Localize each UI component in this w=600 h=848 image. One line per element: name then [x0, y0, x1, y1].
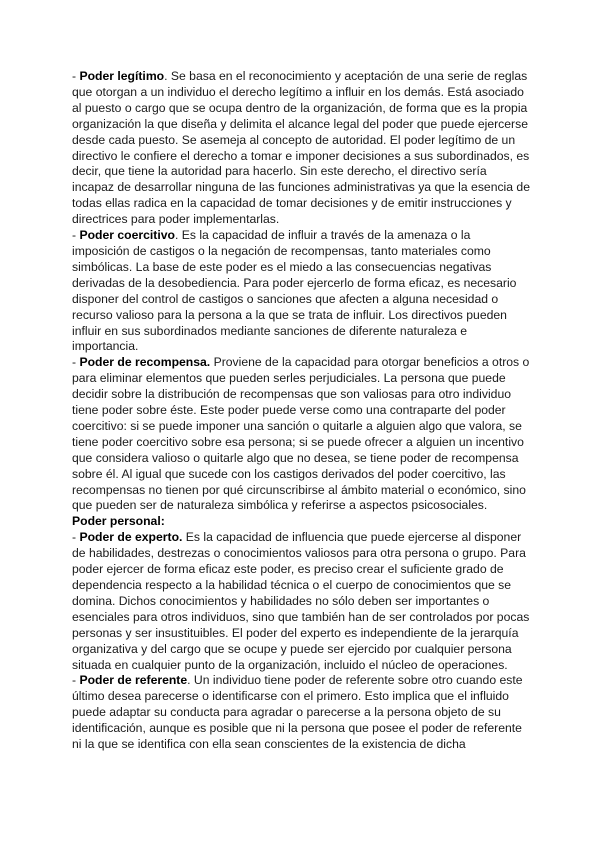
- text-line: imposición de castigos o la negación de recompensas, tanto materiales como: [72, 243, 491, 258]
- term-poder-recompensa: Poder de recompensa.: [79, 355, 211, 370]
- text-line: [72, 228, 542, 244]
- text-line: de habilidades, destrezas o conocimientos valiosos para otra persona o grupo. Para: [72, 546, 526, 561]
- text-line: . Se basa en el reconocimiento y aceptación de una serie de reglas: [164, 69, 528, 83]
- bullet-dash: -: [72, 69, 80, 83]
- text-line: domina. Dichos conocimientos y habilidades no sólo deben ser importantes o: [72, 593, 490, 608]
- text-line: para eliminar elementos que pueden serles perjudiciales. La persona que puede: [72, 371, 506, 386]
- paragraph-poder-legitimo: [72, 69, 542, 228]
- document-body: [72, 69, 542, 753]
- term-poder-legitimo: Poder legítimo: [79, 69, 165, 83]
- text-line: derivadas de la desobediencia. Para poder ejercerlo de forma eficaz, es necesario: [72, 275, 517, 290]
- text-line: desde cada puesto. Se asemeja al concepto de autoridad. El poder legítimo de un: [72, 132, 516, 147]
- text-line: directrices para poder implementarlas.: [72, 212, 280, 227]
- bullet-dash: -: [72, 673, 80, 688]
- text-line: dependencia respecto a la habilidad técnica o el cuerpo de conocimientos que se: [72, 578, 512, 592]
- text-line: todas ellas radica en la capacidad de tomar decisiones y de emitir instrucciones y: [72, 196, 512, 211]
- text-line: incapaz de desarrollar ninguna de las funciones administrativas ya que la esencia de: [72, 180, 530, 195]
- bullet-dash: -: [72, 530, 80, 545]
- text-line: [72, 530, 542, 546]
- text-line: decir, que tiene la autoridad para hacerlo. Sin este derecho, el directivo sería: [72, 164, 487, 179]
- text-line: situada en cualquier punto de la organización, incluido el núcleo de operaciones.: [72, 657, 508, 672]
- text-line: simbólicas. La base de este poder es el miedo a las consecuencias negativas: [72, 259, 492, 274]
- text-line: . Un individuo tiene poder de referente sobre otro cuando este: [187, 673, 523, 688]
- text-line: poder ejercer de forma eficaz este poder, es preciso crear el suficiente grado de: [72, 562, 504, 577]
- paragraph-poder-referente: [72, 673, 542, 753]
- text-line: tiene poder coercitivo sobre esa persona; si se puede ofrecer a alguien un incentivo: [72, 434, 524, 449]
- paragraph-poder-recompensa: [72, 355, 542, 514]
- text-line: sobre él. Al igual que sucede con los castigos derivados del poder coercitivo, las: [72, 466, 506, 481]
- paragraph-poder-experto: [72, 530, 542, 673]
- text-line: esenciales para otros individuos, sino que también han de ser controlados por pocas: [72, 609, 530, 624]
- text-line: [72, 673, 542, 689]
- text-line: decidir sobre la distribución de recompensas que son valiosas para otro individuo: [72, 387, 511, 402]
- text-line: recurso valioso para la persona a la que se trata de influir. Los directivos pueden: [72, 307, 507, 322]
- heading-text: Poder personal:: [72, 514, 165, 529]
- text-line: que otorgan a un individuo el derecho legítimo a influir en los demás. Está asociado: [72, 84, 524, 99]
- text-line: que considera valioso o quitarle algo que no desea, se tiene poder de recompensa: [72, 450, 519, 465]
- term-poder-referente: Poder de referente: [79, 673, 188, 688]
- text-line: [72, 355, 542, 371]
- text-line: directivo le confiere el derecho a tomar e imponer decisiones a sus subordinados, es: [72, 148, 530, 163]
- paragraph-poder-coercitivo: [72, 228, 542, 355]
- text-line: que pueden ser de naturaleza simbólica y referirse a aspectos psicosociales.: [72, 498, 488, 513]
- text-line: Es la capacidad de influencia que puede ejercerse al disponer: [182, 530, 522, 545]
- text-line: identificación, aunque es posible que ni la persona que posee el poder de referente: [72, 721, 522, 736]
- text-line: . Es la capacidad de influir a través de la amenaza o la: [174, 228, 471, 243]
- text-line: puede adaptar su conducta para agradar o parecerse a la persona objeto de su: [72, 705, 501, 720]
- section-heading-poder-personal: [72, 514, 542, 530]
- text-line: influir en sus subordinados mediante sanciones de diferente naturaleza e: [72, 323, 467, 338]
- text-line: disponer del control de castigos o sanciones que afecten a alguna necesidad o: [72, 291, 499, 306]
- text-line: coercitivo: si se puede imponer una sanción o quitarle a alguien algo que valora, se: [72, 418, 522, 433]
- text-line: [72, 69, 542, 85]
- text-line: ni la que se identifica con ella sean conscientes de la existencia de dicha: [72, 737, 466, 752]
- term-poder-coercitivo: Poder coercitivo: [79, 228, 175, 243]
- bullet-dash: -: [72, 355, 80, 370]
- text-line: último desea parecerse o identificarse con el primero. Esto implica que el influido: [72, 689, 509, 704]
- text-line: Proviene de la capacidad para otorgar beneficios a otros o: [210, 355, 530, 370]
- text-line: al puesto o cargo que se ocupa dentro de la organización, de forma que es la propia: [72, 100, 528, 115]
- text-line: recompensas no tienen por qué circunscribirse al ámbito material o económico, sino: [72, 482, 526, 497]
- term-poder-experto: Poder de experto.: [79, 530, 183, 545]
- text-line: organizativa y del cargo que se ocupe y puede ser ejercido por cualquier persona: [72, 641, 512, 656]
- text-line: personas y ser insustituibles. El poder del experto es independiente de la jerarquía: [72, 625, 519, 640]
- text-line: tiene poder sobre éste. Este poder puede verse como una contraparte del poder: [72, 403, 506, 418]
- text-line: importancia.: [72, 339, 139, 354]
- text-line: organización la que diseña y delimita el alcance legal del poder que puede ejercerse: [72, 116, 528, 131]
- bullet-dash: -: [72, 228, 80, 243]
